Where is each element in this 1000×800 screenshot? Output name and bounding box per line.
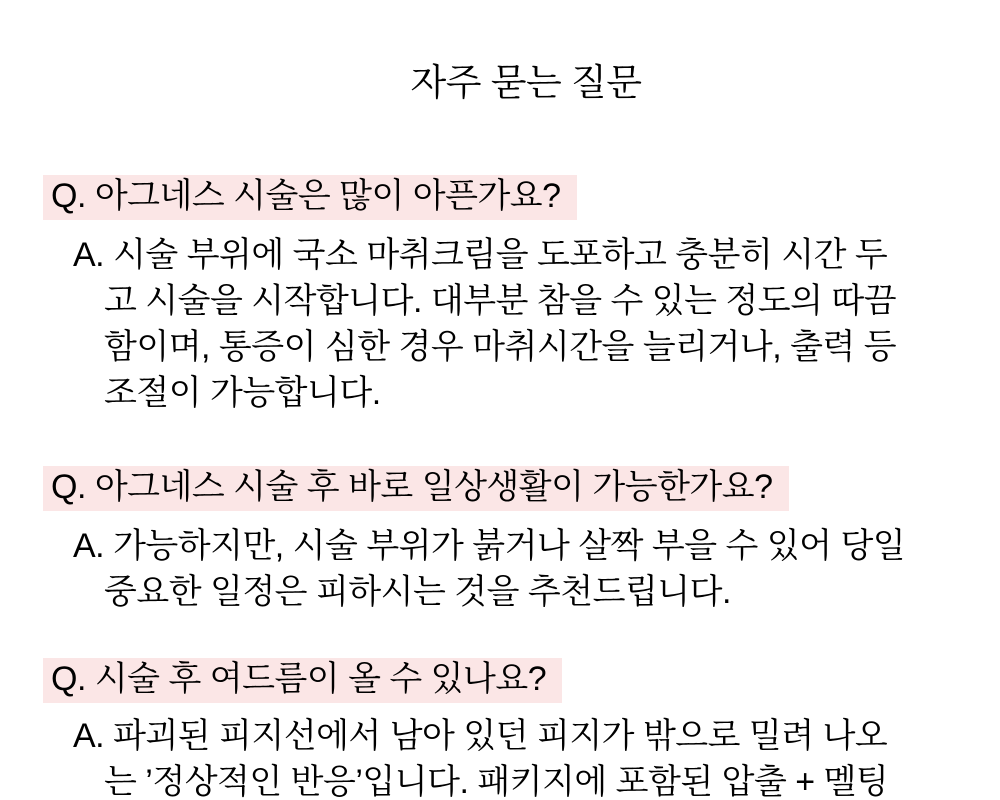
page-title: 자주 묻는 질문 <box>410 62 642 103</box>
answer-line: A. 가능하지만, 시술 부위가 붉거나 살짝 부을 수 있어 당일 <box>73 527 906 565</box>
answer <box>73 713 980 800</box>
answer-line: 고 시술을 시작합니다. 대부분 참을 수 있는 정도의 따끔 <box>104 282 897 320</box>
question-row <box>0 466 1000 511</box>
answer-line: 는 ’정상적인 반응’입니다. 패키지에 포함된 압출 + 멜팅 <box>104 763 889 800</box>
question-highlight: Q. 시술 후 여드름이 올 수 있나요? <box>43 658 562 703</box>
answer-line: 중요한 일정은 피하시는 것을 추천드립니다. <box>104 573 731 611</box>
answer-line: A. 시술 부위에 국소 마취크림을 도포하고 충분히 시간 두 <box>73 236 888 274</box>
answer-line: 조절이 가능합니다. <box>104 374 381 412</box>
faq-item-3 <box>0 658 1000 800</box>
question-row <box>0 658 1000 703</box>
answer-line: A. 파괴된 피지선에서 남아 있던 피지가 밖으로 밀려 나오 <box>73 717 888 755</box>
question-row <box>0 175 1000 220</box>
question-highlight: Q. 아그네스 시술 후 바로 일상생활이 가능한가요? <box>43 466 789 511</box>
answer <box>73 523 980 615</box>
answer <box>73 232 980 416</box>
faq-item-1 <box>0 175 1000 416</box>
answer-line: 함이며, 통증이 심한 경우 마취시간을 늘리거나, 출력 등 <box>104 328 897 366</box>
faq-page <box>0 64 1000 800</box>
question-highlight: Q. 아그네스 시술은 많이 아픈가요? <box>43 175 577 220</box>
faq-item-2 <box>0 466 1000 615</box>
